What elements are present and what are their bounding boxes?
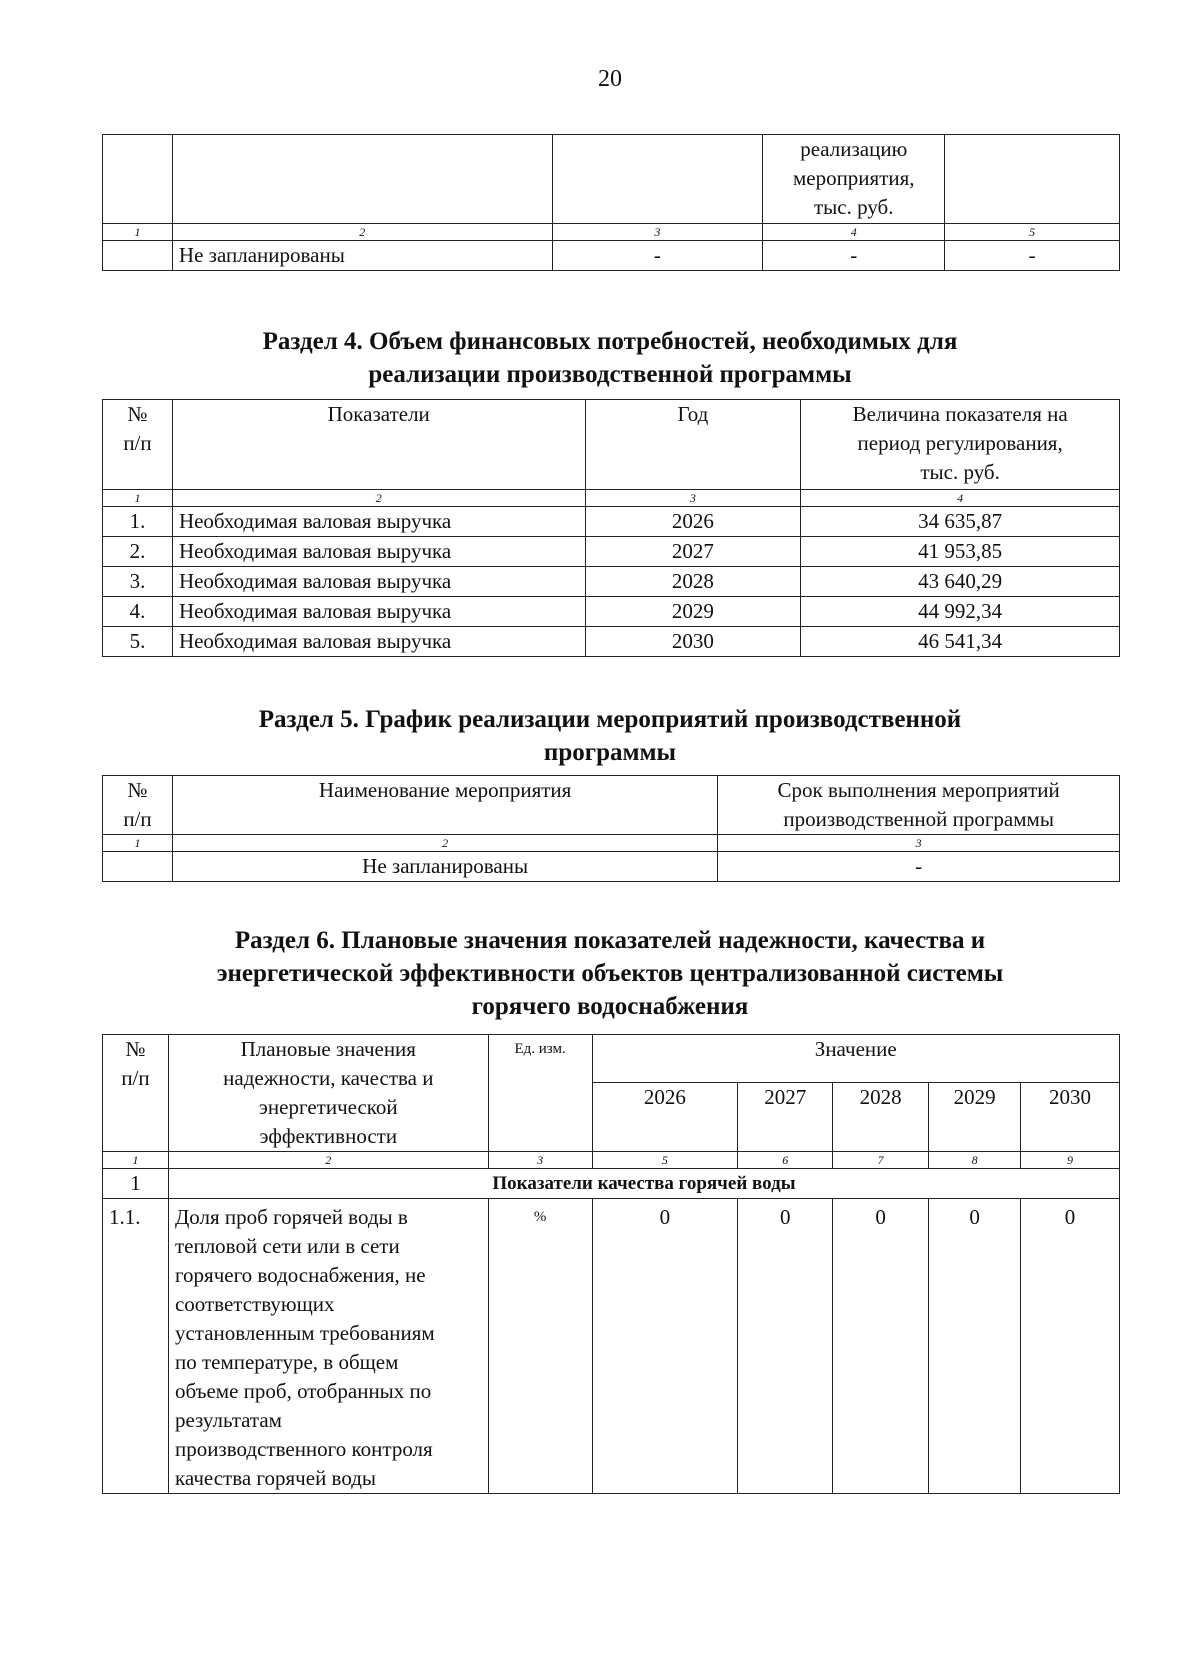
table-row (103, 1199, 1120, 1494)
row-dash: - (945, 241, 1120, 271)
row-name: Необходимая валовая выручка (172, 507, 585, 537)
title-line: энергетической эффективности объектов централизованной системы (216, 960, 1004, 987)
title-line: Раздел 5. График реализации мероприятий производственной (258, 706, 962, 733)
table-row (103, 852, 1120, 882)
header-line: тыс. руб. (920, 460, 1000, 484)
header-cell-empty (552, 135, 763, 224)
row-year: 2027 (585, 537, 801, 567)
header-name: Наименование мероприятия (172, 776, 717, 835)
row-year: 2026 (585, 507, 801, 537)
header-indicator: Показатели (172, 400, 585, 490)
row-name: Необходимая валовая выручка (172, 627, 585, 657)
index-cell: 2 (172, 835, 717, 852)
row-value: 46 541,34 (801, 627, 1120, 657)
header-line: эффективности (259, 1124, 398, 1148)
index-cell: 2 (172, 224, 552, 241)
header-line: Величина показателя на (852, 402, 1068, 426)
row-value: 43 640,29 (801, 567, 1120, 597)
table-row (103, 597, 1120, 627)
row-year: 2028 (585, 567, 801, 597)
row-value: 41 953,85 (801, 537, 1120, 567)
header-line: тыс. руб. (813, 195, 894, 219)
header-line: реализацию (800, 137, 908, 161)
row-num: 1. (103, 507, 173, 537)
row-name-line: производственного контроля (174, 1437, 433, 1461)
row-name-line: объеме проб, отобранных по (174, 1379, 432, 1403)
index-cell: 3 (718, 835, 1120, 852)
header-line: № (127, 402, 148, 426)
header-indicator (168, 1035, 488, 1152)
row-value: 0 (1021, 1199, 1120, 1494)
index-row (103, 835, 1120, 852)
table-row (103, 507, 1120, 537)
header-year: 2030 (1021, 1083, 1120, 1152)
header-year: 2027 (738, 1083, 833, 1152)
index-cell: 3 (488, 1152, 592, 1169)
header-cell-empty (945, 135, 1120, 224)
header-num (103, 400, 173, 490)
group-title: Показатели качества горячей воды (168, 1169, 1119, 1199)
table-section6 (102, 1034, 1120, 1494)
header-line: период регулирования, (857, 431, 1063, 455)
index-cell: 7 (833, 1152, 929, 1169)
index-cell: 8 (929, 1152, 1021, 1169)
row-value: 44 992,34 (801, 597, 1120, 627)
header-line: № (127, 778, 148, 802)
page-number: 20 (598, 66, 622, 92)
row-term: - (718, 852, 1120, 882)
index-cell: 2 (172, 490, 585, 507)
header-line: энергетической (258, 1095, 398, 1119)
index-cell: 1 (103, 1152, 169, 1169)
row-name-line: горячего водоснабжения, не (174, 1263, 426, 1287)
header-year: 2029 (929, 1083, 1021, 1152)
group-row (103, 1169, 1120, 1199)
row-name-line: по температуре, в общем (174, 1350, 399, 1374)
index-row (103, 490, 1120, 507)
title-line: Раздел 6. Плановые значения показателей надежности, качества и (234, 927, 986, 954)
index-cell: 5 (945, 224, 1120, 241)
row-value: 34 635,87 (801, 507, 1120, 537)
index-cell: 4 (801, 490, 1120, 507)
header-line: п/п (123, 431, 152, 455)
table-row (103, 567, 1120, 597)
header-line: п/п (123, 807, 152, 831)
header-line: № (125, 1037, 146, 1061)
row-name-line: установленным требованиям (174, 1321, 435, 1345)
title-line: программы (543, 739, 677, 766)
header-cell-empty (172, 135, 552, 224)
table-row (103, 627, 1120, 657)
row-name: Не запланированы (172, 852, 717, 882)
index-row (103, 224, 1120, 241)
title-line: Раздел 4. Объем финансовых потребностей, необходимых для (262, 328, 958, 355)
row-name: Необходимая валовая выручка (172, 567, 585, 597)
row-num: 2. (103, 537, 173, 567)
index-cell: 3 (585, 490, 801, 507)
row-name: Необходимая валовая выручка (172, 597, 585, 627)
header-cell-cost (763, 135, 945, 224)
section6-title (0, 924, 1200, 1023)
header-line: Срок выполнения мероприятий (777, 778, 1060, 802)
row-year: 2030 (585, 627, 801, 657)
row-name: Не запланированы (172, 241, 552, 271)
table-section5 (102, 775, 1120, 882)
table-row (103, 537, 1120, 567)
row-num: 4. (103, 597, 173, 627)
row-dash: - (763, 241, 945, 271)
index-cell: 6 (738, 1152, 833, 1169)
row-name: Необходимая валовая выручка (172, 537, 585, 567)
row-name-line: результатам (174, 1408, 282, 1432)
row-num: 3. (103, 567, 173, 597)
header-cell-empty (103, 135, 173, 224)
header-num (103, 1035, 169, 1152)
header-year: 2026 (592, 1083, 738, 1152)
index-cell: 9 (1021, 1152, 1120, 1169)
index-cell: 2 (168, 1152, 488, 1169)
index-cell: 3 (552, 224, 763, 241)
header-year: 2028 (833, 1083, 929, 1152)
table-row (103, 241, 1120, 271)
row-name-line: соответствующих (174, 1292, 335, 1316)
row-value: 0 (929, 1199, 1021, 1494)
row-dash: - (552, 241, 763, 271)
header-value (801, 400, 1120, 490)
index-row (103, 1152, 1120, 1169)
row-num: 5. (103, 627, 173, 657)
header-line: надежности, качества и (223, 1066, 434, 1090)
index-cell: 1 (103, 224, 173, 241)
row-unit: % (488, 1199, 592, 1494)
header-line: п/п (121, 1066, 150, 1090)
index-cell: 1 (103, 490, 173, 507)
header-year: Год (585, 400, 801, 490)
index-cell: 4 (763, 224, 945, 241)
header-value: Значение (592, 1035, 1119, 1083)
header-term (718, 776, 1120, 835)
section4-title (0, 325, 1200, 391)
table-top (102, 134, 1120, 271)
row-value: 0 (592, 1199, 738, 1494)
row-name-line: тепловой сети или в сети (174, 1234, 400, 1258)
header-line: Плановые значения (240, 1037, 416, 1061)
header-line: производственной программы (783, 807, 1054, 831)
title-line: горячего водоснабжения (471, 993, 749, 1020)
section5-title (0, 703, 1200, 769)
row-name-line: качества горячей воды (174, 1466, 377, 1490)
row-name (168, 1199, 488, 1494)
row-year: 2029 (585, 597, 801, 627)
row-name-line: Доля проб горячей воды в (174, 1205, 408, 1229)
index-cell: 1 (103, 835, 173, 852)
row-value: 0 (738, 1199, 833, 1494)
header-line: мероприятия, (792, 166, 915, 190)
title-line: реализации производственной программы (368, 361, 852, 388)
header-num (103, 776, 173, 835)
table-section4 (102, 399, 1120, 657)
header-unit: Ед. изм. (488, 1035, 592, 1152)
index-cell: 5 (592, 1152, 738, 1169)
group-num: 1 (103, 1169, 169, 1199)
row-num: 1.1. (103, 1199, 169, 1494)
row-value: 0 (833, 1199, 929, 1494)
